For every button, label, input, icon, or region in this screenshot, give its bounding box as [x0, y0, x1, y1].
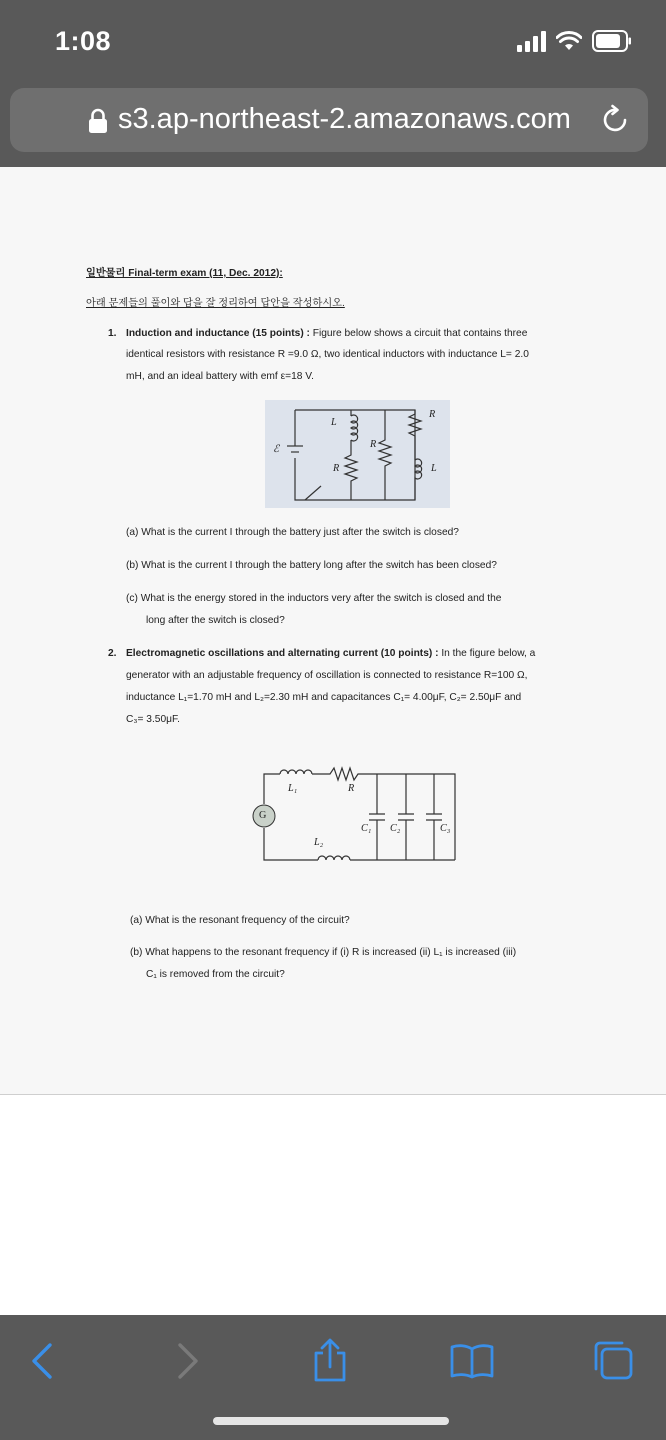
q1-number: 1.: [108, 328, 117, 339]
q2-number: 2.: [108, 648, 117, 659]
q2-part-b-2: C₁ is removed from the circuit?: [146, 969, 285, 980]
forward-icon[interactable]: [174, 1341, 202, 1381]
q2-line-3: inductance L₁=1.70 mH and L₂=2.30 mH and capacitances C₁= 4.00μF, C₂= 2.50μF and: [126, 692, 522, 703]
q1-line-1-rest: Figure below shows a circuit that contains three: [309, 328, 528, 339]
q2-part-a: (a) What is the resonant frequency of the circuit?: [130, 915, 350, 926]
status-time: 1:08: [55, 26, 112, 56]
q1-circuit-figure: [265, 400, 450, 508]
q2-circuit-diagram: [250, 762, 465, 872]
q1-label-L-right: L: [431, 463, 437, 474]
q2-line-2: generator with an adjustable frequency of oscillation is connected to resistance R=100 Ω,: [126, 670, 528, 681]
q1-label-R-right: R: [429, 409, 436, 420]
q1-part-b: (b) What is the current I through the battery long after the switch has been closed?: [126, 560, 497, 571]
wifi-icon: [556, 31, 582, 51]
q2-label-C2: C₂: [390, 823, 401, 834]
home-indicator: [213, 1417, 449, 1425]
status-bar: [0, 0, 666, 86]
back-icon[interactable]: [28, 1341, 56, 1381]
exam-header: 일반물리 Final-term exam (11, Dec. 2012):: [86, 268, 283, 279]
exam-document: [0, 167, 666, 1095]
q1-part-a: (a) What is the current I through the battery just after the switch is closed?: [126, 527, 459, 538]
page-viewport[interactable]: [0, 167, 666, 1315]
url-text[interactable]: s3.ap-northeast-2.amazonaws.com: [118, 103, 571, 135]
q1-label-L-top: L: [331, 417, 337, 428]
q1-title: Induction and inductance (15 points) :: [126, 328, 310, 339]
q2-title: Electromagnetic oscillations and alternating current (10 points) :: [126, 648, 439, 659]
battery-icon: [592, 30, 632, 52]
q2-label-L2: L₂: [314, 837, 324, 848]
q1-label-R-bottom: R: [333, 463, 340, 474]
q1-label-R-mid: R: [370, 439, 377, 450]
q2-label-C1: C₁: [361, 823, 372, 834]
q2-line-4: C₃= 3.50μF.: [126, 714, 180, 725]
q2-circuit-figure: [250, 762, 465, 872]
q2-label-R: R: [348, 783, 355, 794]
q1-circuit-diagram: [265, 400, 450, 508]
q2-label-G: G: [259, 810, 267, 821]
q2-part-b-1: (b) What happens to the resonant frequency if (i) R is increased (ii) L₁ is increased (iii): [130, 947, 517, 958]
q2-label-C3: C₃: [440, 823, 451, 834]
q1-line-1: [126, 327, 527, 341]
q2-line-1-rest: In the figure below, a: [438, 648, 536, 659]
q1-part-c-2: long after the switch is closed?: [146, 615, 285, 626]
signal-icon: [517, 30, 546, 52]
q2-line-1: [126, 647, 535, 661]
share-icon[interactable]: [310, 1337, 350, 1383]
q2-label-L1: L₁: [288, 783, 298, 794]
q1-part-c-1: (c) What is the energy stored in the inductors very after the switch is closed and the: [126, 593, 502, 604]
status-icons: [517, 30, 632, 52]
bookmarks-icon[interactable]: [449, 1343, 495, 1379]
tabs-icon[interactable]: [592, 1339, 634, 1381]
address-bar[interactable]: [10, 88, 648, 152]
q1-label-emf: ℰ: [273, 444, 280, 455]
exam-instruction: 아래 문제들의 풀이와 답을 잘 정리하여 답안을 작성하시오.: [86, 298, 345, 309]
lock-icon: [88, 108, 108, 134]
q1-line-2: identical resistors with resistance R =9.0 Ω, two identical inductors with inductance L= 2.0: [126, 349, 529, 360]
q1-line-3: mH, and an ideal battery with emf ε=18 V.: [126, 371, 314, 382]
reload-icon[interactable]: [600, 104, 632, 136]
